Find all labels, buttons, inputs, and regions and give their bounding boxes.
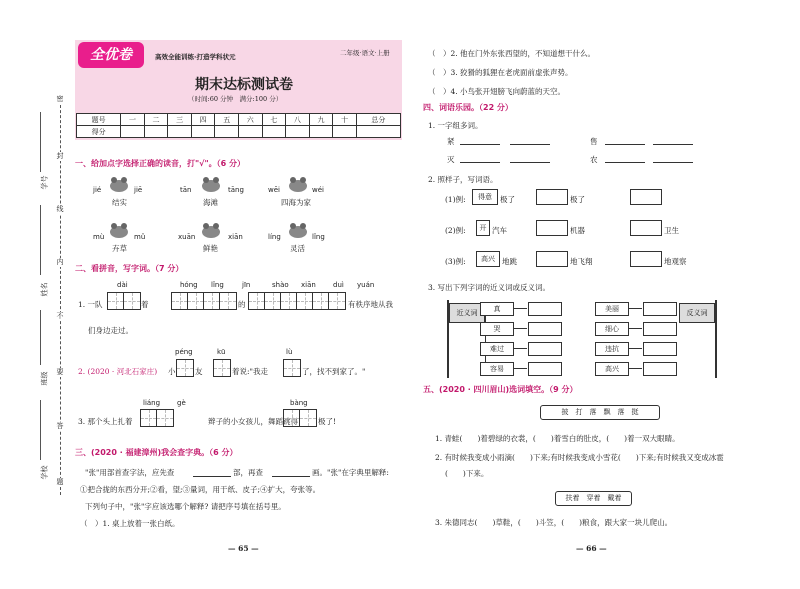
section-3-heading: 三、(2020 · 福建漳州)我会查字典。（6 分） xyxy=(75,448,238,457)
word: 海滩 xyxy=(203,198,218,207)
pinyin-option[interactable]: líng xyxy=(268,233,281,241)
text: 小 xyxy=(168,367,176,376)
text: （ ）3. 狡猾的狐狸在老虎面前虚张声势。 xyxy=(428,68,573,77)
frog-icon xyxy=(287,176,309,192)
score-cell[interactable] xyxy=(215,126,239,138)
text: 2. 有时候我变成小雨滴( )下来;有时候我变成小雪花( )下来;有时候我又变成冰雹 xyxy=(435,453,724,462)
pinyin: kū xyxy=(217,348,226,356)
seal-char: 内 xyxy=(56,258,64,266)
pinyin: péng xyxy=(175,348,193,356)
subtitle: （时间:60 分钟 满分:100 分） xyxy=(188,95,283,103)
answer-box[interactable] xyxy=(643,322,677,336)
answer-blank[interactable] xyxy=(605,162,645,163)
example-box: 得意 xyxy=(472,189,498,205)
answer-box[interactable] xyxy=(643,342,677,356)
char: 紧 xyxy=(447,137,455,146)
score-cell[interactable] xyxy=(144,126,168,138)
class-label: 班级 xyxy=(40,371,49,386)
text: "张"用部首查字法，应先查 xyxy=(85,468,175,477)
seal-char: 要 xyxy=(56,368,64,376)
page-title: 期末达标测试卷 xyxy=(195,77,293,93)
pinyin: bàng xyxy=(290,399,308,407)
pinyin-option[interactable]: xuān xyxy=(178,233,196,241)
pinyin-option[interactable]: jiē xyxy=(134,186,143,194)
pinyin: lù xyxy=(286,348,293,356)
word-box: 哭 xyxy=(480,322,514,336)
text: （ ）4. 小鸟张开翅膀飞向蔚蓝的天空。 xyxy=(428,87,566,96)
word-box: 容易 xyxy=(480,362,514,376)
pinyin: jīn xyxy=(242,281,251,289)
answer-blank[interactable] xyxy=(193,476,231,477)
answer-box[interactable] xyxy=(528,302,562,316)
pinyin-option[interactable]: tāng xyxy=(228,186,244,194)
score-header: 六 xyxy=(238,114,262,126)
text: 部，再查 xyxy=(233,468,263,477)
text: 的 xyxy=(238,300,246,309)
answer-blank[interactable] xyxy=(272,476,310,477)
flag-right: 反义词 xyxy=(679,303,715,323)
text: 2. 照样子，写词语。 xyxy=(428,175,498,184)
answer-box[interactable] xyxy=(630,251,662,267)
section-2-heading: 二、看拼音，写字词。（7 分） xyxy=(75,264,184,273)
answer-blank[interactable] xyxy=(605,144,645,145)
score-cell[interactable] xyxy=(121,126,145,138)
section-5-heading: 五、(2020 · 四川眉山)选词填空。（9 分） xyxy=(423,385,578,394)
score-header: 七 xyxy=(262,114,286,126)
grade-tag: 二年级·语文·上册 xyxy=(340,49,390,57)
text: 下列句子中，"张"字应该选哪个解释? 请把序号填在括号里。 xyxy=(85,502,286,511)
score-cell[interactable] xyxy=(356,126,400,138)
section-4-heading: 四、词语乐园。（22 分） xyxy=(423,103,513,112)
text: 着说:"我走 xyxy=(232,367,268,376)
pinyin-option[interactable]: mù xyxy=(93,233,105,241)
word-box: 细心 xyxy=(595,322,629,336)
word-box: 真 xyxy=(480,302,514,316)
text: 汽车 xyxy=(492,226,507,235)
text: (2)例: xyxy=(445,226,466,235)
text: 3. 那个头上扎着 xyxy=(78,417,133,426)
example-box: 开 xyxy=(476,220,490,236)
answer-box[interactable] xyxy=(630,189,662,205)
answer-box[interactable] xyxy=(643,362,677,376)
seal-char: 封 xyxy=(56,152,64,160)
pinyin-option[interactable]: tān xyxy=(180,186,192,194)
writing-grid[interactable] xyxy=(283,409,317,427)
text: 画。"张"在字典里解释: xyxy=(312,468,389,477)
text: 极了! xyxy=(318,417,337,426)
pinyin: xiān xyxy=(301,281,316,289)
seal-char: 密 xyxy=(56,95,64,103)
word: 结实 xyxy=(112,198,127,207)
writing-grid[interactable] xyxy=(140,409,174,427)
writing-grid[interactable] xyxy=(171,292,237,310)
char: 农 xyxy=(590,155,598,164)
text: 极了 xyxy=(500,195,515,204)
word-box: 高兴 xyxy=(595,362,629,376)
text: ①把合拢的东西分开;②看，望;③量词，用于纸、皮子;④扩大，夸张等。 xyxy=(80,485,321,494)
text: 了，找不到家了。" xyxy=(302,367,366,376)
pinyin: hóng xyxy=(180,281,198,289)
pinyin: gè xyxy=(177,399,186,407)
student-id-label: 学号 xyxy=(40,175,49,190)
score-header: 八 xyxy=(286,114,310,126)
slogan: 高效全能训练·打造学科状元 xyxy=(155,53,236,61)
answer-box[interactable] xyxy=(528,362,562,376)
word: 卉草 xyxy=(112,244,127,253)
pinyin-option[interactable]: jié xyxy=(93,186,102,194)
pinyin-option[interactable]: wéi xyxy=(312,186,324,194)
pinyin: duì xyxy=(333,281,344,289)
word-bank: 披 打 落 飘 落 挺 xyxy=(540,405,660,420)
word-box: 违抗 xyxy=(595,342,629,356)
text: 着 xyxy=(141,300,149,309)
seal-char: 题 xyxy=(56,478,64,486)
text: (3)例: xyxy=(445,257,466,266)
score-cell[interactable] xyxy=(333,126,357,138)
score-row-label: 得分 xyxy=(77,126,121,138)
text: （ ）1. 桌上放着一张白纸。 xyxy=(80,519,180,528)
text: （ ）2. 他在门外东张西望的，不知道想干什么。 xyxy=(428,49,596,58)
writing-grid[interactable] xyxy=(248,292,346,310)
writing-grid[interactable] xyxy=(107,292,141,310)
seal-char: 答 xyxy=(56,422,64,430)
text: 3. 朱德同志( )草鞋，( )斗笠，( )粮食，跟大家一块儿爬山。 xyxy=(435,518,673,527)
answer-box[interactable] xyxy=(536,251,568,267)
text: 3. 写出下列字词的近义词或反义词。 xyxy=(428,283,551,292)
answer-box[interactable] xyxy=(528,342,562,356)
text: 地飞翔 xyxy=(570,257,593,266)
score-cell[interactable] xyxy=(168,126,192,138)
text: 辫子的小女孩儿，舞蹈跳得 xyxy=(208,417,298,426)
page-number: — 66 — xyxy=(576,544,607,553)
score-cell[interactable] xyxy=(191,126,215,138)
text: 极了 xyxy=(570,195,585,204)
frog-icon xyxy=(108,222,130,238)
writing-grid[interactable] xyxy=(176,359,194,377)
frog-icon xyxy=(287,222,309,238)
frog-icon xyxy=(108,176,130,192)
text: 1. 一字组多词。 xyxy=(428,121,483,130)
text: 机器 xyxy=(570,226,585,235)
score-header: 三 xyxy=(168,114,192,126)
seal-char: 不 xyxy=(56,312,64,320)
word: 鲜艳 xyxy=(203,244,218,253)
pinyin: lǐng xyxy=(211,281,224,289)
text: 卫生 xyxy=(664,226,679,235)
page-number: — 65 — xyxy=(228,544,259,553)
pinyin-option[interactable]: mǔ xyxy=(134,233,146,241)
answer-blank[interactable] xyxy=(510,162,550,163)
answer-box[interactable] xyxy=(536,189,568,205)
text: 友 xyxy=(195,367,203,376)
answer-blank[interactable] xyxy=(653,162,693,163)
answer-box[interactable] xyxy=(536,220,568,236)
pinyin: yuán xyxy=(357,281,375,289)
word-bank: 扶着 穿着 戴着 xyxy=(555,491,632,506)
score-header: 五 xyxy=(215,114,239,126)
name-label: 姓名 xyxy=(40,282,49,297)
score-header: 一 xyxy=(121,114,145,126)
answer-blank[interactable] xyxy=(460,162,500,163)
answer-box[interactable] xyxy=(528,322,562,336)
char: 售 xyxy=(590,137,598,146)
text: 地跳 xyxy=(502,257,517,266)
text: ( )下来。 xyxy=(445,469,489,478)
score-cell[interactable] xyxy=(238,126,262,138)
pinyin: dài xyxy=(117,281,128,289)
text: 们身边走过。 xyxy=(88,326,133,335)
flag-left: 近义词 xyxy=(449,303,485,323)
text: (1)例: xyxy=(445,195,466,204)
score-header: 九 xyxy=(309,114,333,126)
word: 灵活 xyxy=(290,244,305,253)
score-header: 十 xyxy=(333,114,357,126)
pinyin: liáng xyxy=(143,399,161,407)
text: 有秩序地从我 xyxy=(348,300,393,309)
pinyin: shào xyxy=(272,281,289,289)
section-1-heading: 一、给加点字选择正确的读音，打"√"。（6 分） xyxy=(75,159,246,168)
example-box: 高兴 xyxy=(476,251,500,267)
text: 1. 青蛙( )着碧绿的衣裳，( )着雪白的肚皮，( )着一双大眼睛。 xyxy=(435,434,680,443)
word: 四海为家 xyxy=(281,198,311,207)
answer-box[interactable] xyxy=(643,302,677,316)
char: 灭 xyxy=(447,155,455,164)
writing-grid[interactable] xyxy=(283,359,301,377)
frog-icon xyxy=(200,222,222,238)
logo: 全优卷 xyxy=(78,42,144,68)
writing-grid[interactable] xyxy=(213,359,231,377)
answer-blank[interactable] xyxy=(653,144,693,145)
frog-icon xyxy=(200,176,222,192)
answer-blank[interactable] xyxy=(510,144,550,145)
answer-blank[interactable] xyxy=(460,144,500,145)
text: 1. 一队 xyxy=(78,300,103,309)
score-header: 四 xyxy=(191,114,215,126)
answer-box[interactable] xyxy=(630,220,662,236)
school-label: 学校 xyxy=(40,465,49,480)
word-box: 美丽 xyxy=(595,302,629,316)
score-header: 总分 xyxy=(356,114,400,126)
score-cell[interactable] xyxy=(309,126,333,138)
text: 地观察 xyxy=(664,257,687,266)
score-table xyxy=(76,113,401,138)
score-header: 题号 xyxy=(77,114,121,126)
pinyin-option[interactable]: wēi xyxy=(268,186,280,194)
score-header: 二 xyxy=(144,114,168,126)
word-box: 难过 xyxy=(480,342,514,356)
text: 2. (2020 · 河北石家庄) xyxy=(78,367,158,376)
pinyin-option[interactable]: xiān xyxy=(228,233,243,241)
score-cell[interactable] xyxy=(286,126,310,138)
seal-char: 线 xyxy=(56,205,64,213)
pinyin-option[interactable]: lǐng xyxy=(312,233,325,241)
score-cell[interactable] xyxy=(262,126,286,138)
